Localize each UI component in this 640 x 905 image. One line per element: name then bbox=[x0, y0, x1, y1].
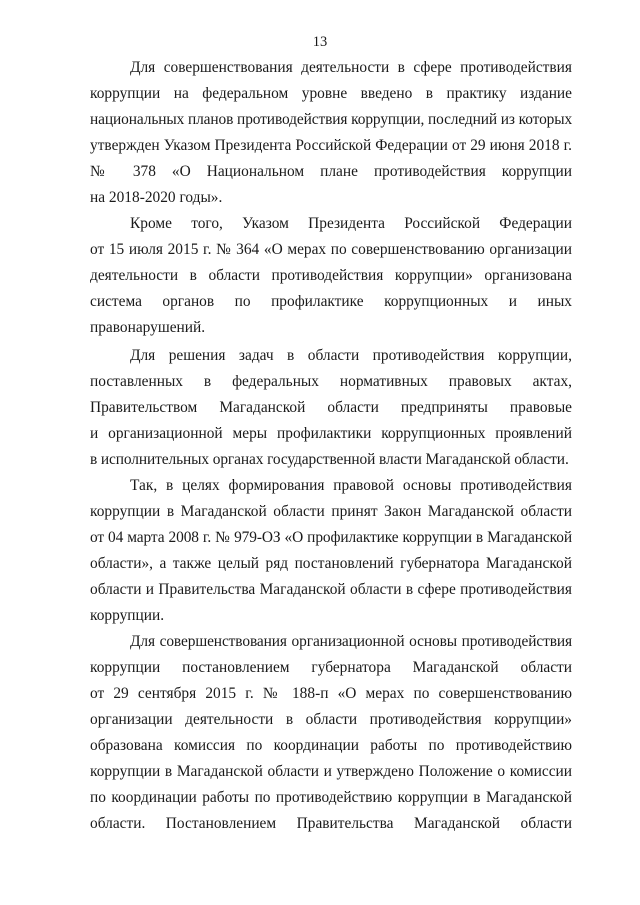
paragraph-line: по координации работы по противодействию коррупции в Магаданской bbox=[90, 789, 572, 806]
paragraph-line: национальных планов противодействия коррупции, последний из которых bbox=[90, 111, 573, 128]
paragraph-line: коррупции постановлением губернатора Магаданской области bbox=[90, 659, 572, 676]
paragraph-line: Для совершенствования деятельности в сфере противодействия bbox=[130, 59, 572, 76]
paragraph-line: области и Правительства Магаданской области в сфере противодействия bbox=[90, 581, 572, 598]
paragraph-line: в исполнительных органах государственной власти Магаданской области. bbox=[90, 451, 569, 468]
paragraph-line: области», а также целый ряд постановлений губернатора Магаданской bbox=[90, 555, 572, 572]
paragraph-line: № 378 «О Национальном плане противодействия коррупции bbox=[90, 163, 572, 180]
paragraph-line: от 04 марта 2008 г. № 979-ОЗ «О профилактике коррупции в Магаданской bbox=[90, 529, 572, 546]
paragraph-line: поставленных в федеральных нормативных правовых актах, bbox=[90, 373, 572, 390]
paragraph-line: коррупции в Магаданской области принят Закон Магаданской области bbox=[90, 503, 572, 520]
paragraph-line: Для совершенствования организационной основы противодействия bbox=[130, 633, 572, 650]
paragraph-line: деятельности в области противодействия коррупции» организована bbox=[90, 267, 572, 284]
paragraph-line: образована комиссия по координации работы по противодействию bbox=[90, 737, 572, 754]
page-number: 13 bbox=[312, 34, 328, 50]
paragraph-line: от 15 июля 2015 г. № 364 «О мерах по совершенствованию организации bbox=[90, 241, 572, 258]
paragraph-line: Для решения задач в области противодействия коррупции, bbox=[130, 347, 572, 364]
paragraph-line: коррупции. bbox=[90, 607, 165, 624]
paragraph-line: Правительством Магаданской области предприняты правовые bbox=[90, 399, 572, 416]
paragraph-line: правонарушений. bbox=[90, 319, 206, 336]
paragraph-line: на 2018-2020 годы». bbox=[90, 189, 223, 206]
paragraph-line: организации деятельности в области противодействия коррупции» bbox=[90, 711, 572, 728]
paragraph-line: система органов по профилактике коррупционных и иных bbox=[90, 293, 572, 310]
paragraph-line: области. Постановлением Правительства Магаданской области bbox=[90, 815, 572, 832]
paragraph-line: Так, в целях формирования правовой основы противодействия bbox=[130, 477, 572, 494]
paragraph-line: и организационной меры профилактики коррупционных проявлений bbox=[90, 425, 572, 442]
paragraph-line: Кроме того, Указом Президента Российской Федерации bbox=[130, 215, 572, 232]
paragraph-line: утвержден Указом Президента Российской Федерации от 29 июня 2018 г. bbox=[90, 137, 572, 154]
paragraph-line: от 29 сентября 2015 г. № 188-п «О мерах по совершенствованию bbox=[90, 685, 572, 702]
paragraph-line: коррупции на федеральном уровне введено в практику издание bbox=[90, 85, 572, 102]
paragraph-line: коррупции в Магаданской области и утверждено Положение о комиссии bbox=[90, 763, 572, 780]
